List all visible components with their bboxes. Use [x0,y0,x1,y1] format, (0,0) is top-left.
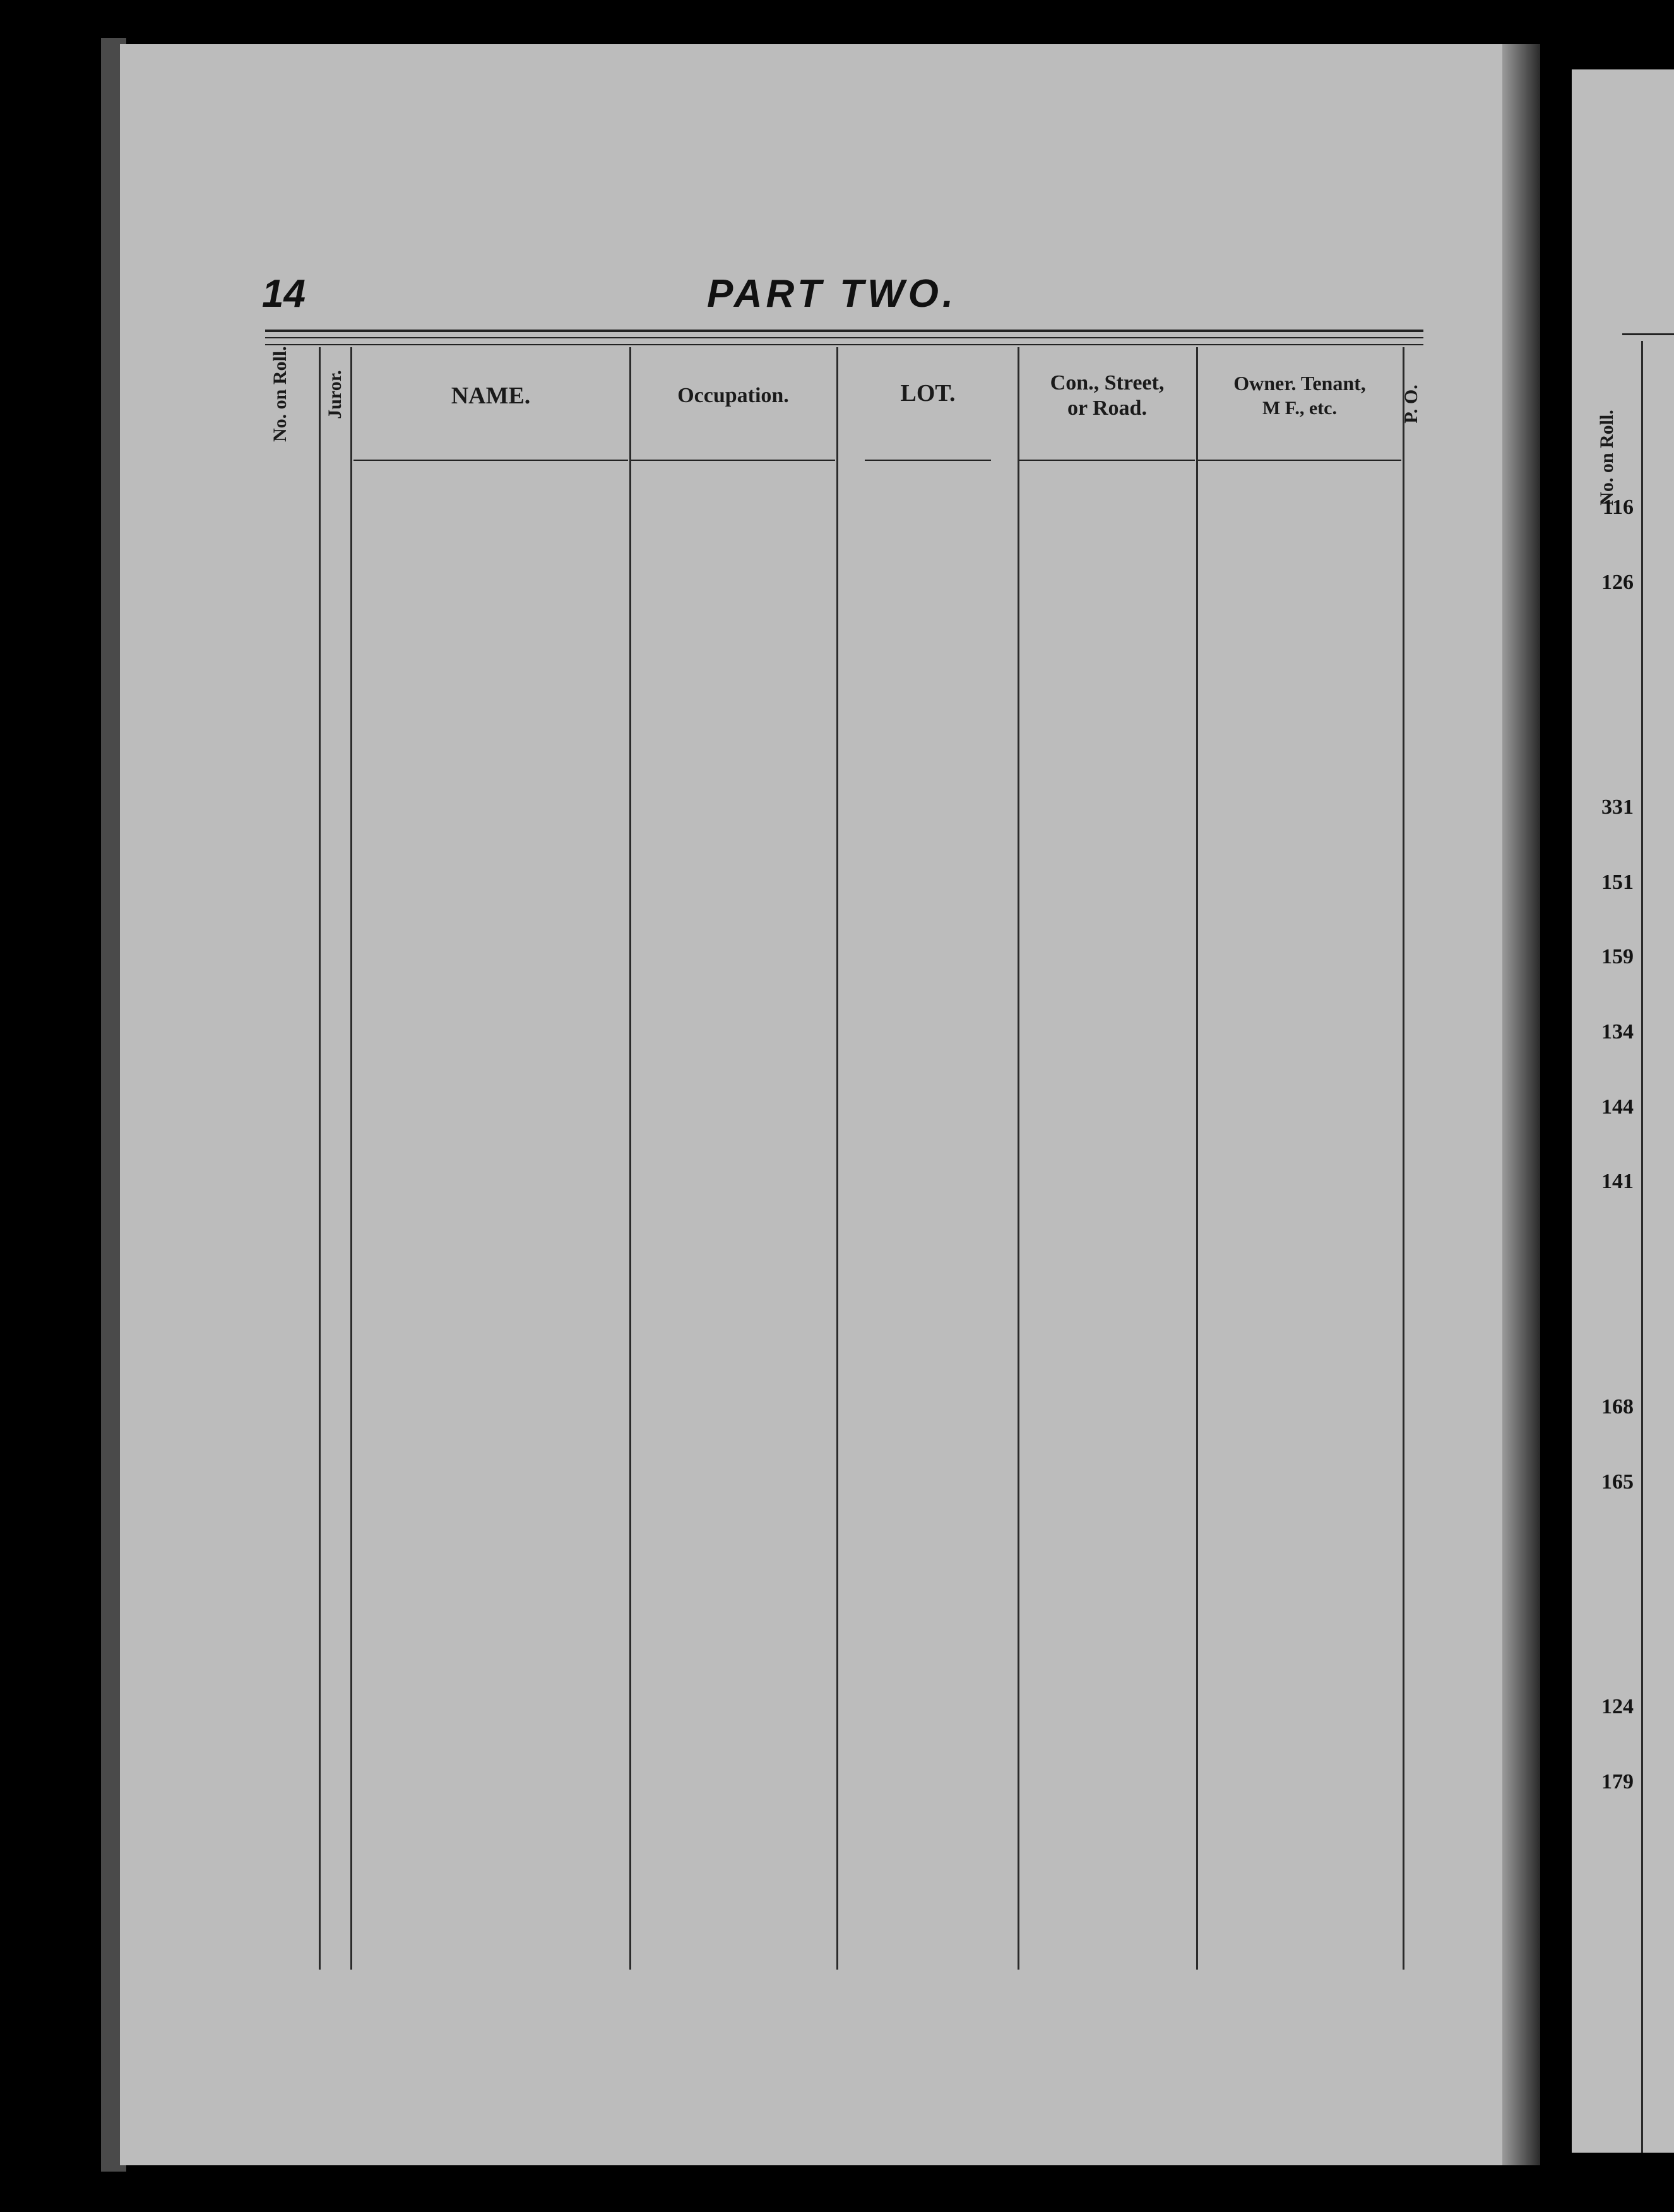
next-page-roll-number: 159 [1601,945,1634,968]
next-page-roll-number: 165 [1601,1470,1634,1494]
header-no-on-roll: No. on Roll. [270,346,290,442]
next-page-roll-number: 168 [1601,1395,1634,1418]
page-title: PART TWO. [707,272,958,316]
next-page-roll-number: 141 [1601,1170,1634,1193]
next-page-roll-number: 144 [1601,1095,1634,1119]
page-number: 14 [262,272,306,316]
column-line-name [629,347,631,1970]
header-rule-third [265,344,1423,345]
next-page-roll-number: 126 [1601,571,1634,594]
header-owner-line2: M F., etc. [1262,398,1337,419]
header-po: P. O. [1401,384,1422,424]
column-line-street [1196,347,1198,1970]
next-page-rule [1622,333,1674,335]
header-owner-line1: Owner. Tenant, [1233,372,1366,395]
column-line-owner [1403,347,1404,1970]
next-page-roll-number: 331 [1601,795,1634,819]
header-rule-second [265,337,1423,338]
column-line-juror [350,347,352,1970]
next-page-roll-number: 151 [1601,871,1634,894]
header-occupation: Occupation. [677,384,789,407]
next-page-roll-number: 179 [1601,1770,1634,1793]
column-line-roll [319,347,321,1970]
header-lot: LOT. [900,380,956,407]
next-page-roll-number: 134 [1601,1020,1634,1044]
column-line-occupation [836,347,838,1970]
header-juror: Juror. [324,370,345,419]
column-line-lot [1018,347,1019,1970]
next-page-strip [1572,69,1674,2153]
owner-header-underline [1198,460,1401,461]
occupation-header-underline [631,460,835,461]
street-header-underline [1019,460,1195,461]
next-page-header: No. on Roll. [1596,410,1617,506]
next-page-roll-number: 124 [1601,1695,1634,1718]
header-rule-top [265,330,1423,332]
gutter-shadow [1502,44,1540,2165]
header-name: NAME. [451,383,531,409]
next-page-roll-number: 116 [1602,496,1634,519]
name-header-underline [353,460,628,461]
lot-header-underline [865,460,991,461]
header-street-line1: Con., Street, [1050,371,1165,395]
next-page-column-line [1641,341,1643,2153]
header-street-line2: or Road. [1067,396,1147,420]
